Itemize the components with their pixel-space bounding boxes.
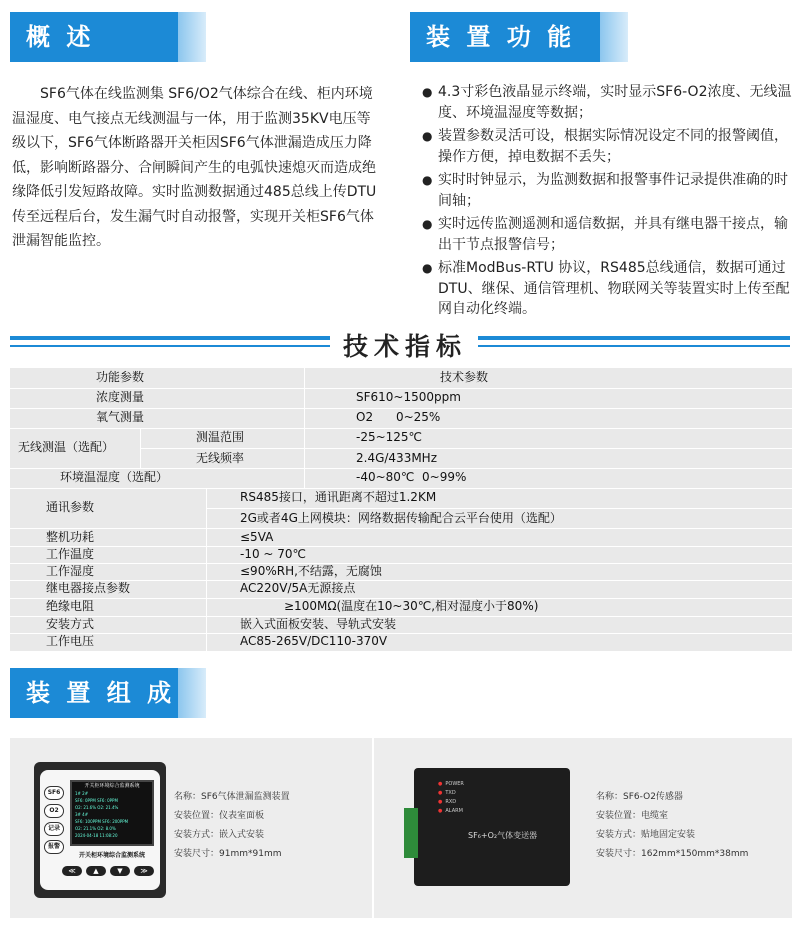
sensor-label: SF₆+O₂气体变送器 — [468, 831, 538, 840]
spec-label: 整机功耗 — [46, 530, 95, 544]
spec-sublabel: 无线频率 — [196, 451, 245, 465]
banner-stripe-right — [478, 336, 790, 358]
bullet-icon: ● — [422, 85, 433, 99]
status-leds: ● POWER ● TXD ● RXD ● ALARM — [438, 780, 464, 816]
banner-stripe-left — [10, 336, 330, 358]
spec-table — [10, 368, 792, 651]
spec-value: AC220V/5A无源接点 — [240, 581, 356, 595]
spec-value: AC85-265V/DC110-370V — [240, 634, 388, 648]
spec-value: -25~125℃ — [356, 430, 423, 444]
sf6-button: SF6 — [44, 786, 64, 800]
spec-label: 浓度测量 — [96, 390, 145, 404]
tech-title: 技术指标 — [342, 332, 467, 361]
spec-label: 环境温湿度（选配） — [60, 470, 169, 484]
bullet-icon: ● — [422, 217, 433, 231]
bullet-icon: ● — [422, 173, 433, 187]
terminal-block — [404, 808, 418, 858]
device-card-monitor — [10, 738, 372, 918]
feature-item: ● 4.3寸彩色液晶显示终端，实时显示SF6-O2浓度、无线温度、环境温湿度等数据； — [422, 84, 792, 121]
spec-value: ≤90%RH,不结露，无腐蚀 — [240, 564, 382, 578]
feature-item: ● 装置参数灵活可设，根据实际情况设定不同的报警阈值，操作方便，掉电数据不丢失； — [422, 128, 788, 165]
spec-label: 氧气测量 — [96, 410, 145, 424]
features-list — [420, 82, 792, 323]
spec-value: RS485接口，通讯距离不超过1.2KM — [240, 490, 437, 504]
device-info-monitor: 名称：SF6气体泄漏监测装置 安装位置：仪表室面板 安装方式：嵌入式安装 安装尺寸：91mm*91mm — [174, 792, 290, 859]
spec-value: ≤5VA — [240, 530, 274, 544]
feature-item: ● 实时远传监测遥测和遥信数据，并具有继电器干接点，输出干节点报警信号； — [422, 216, 788, 253]
spec-label: 安装方式 — [46, 617, 95, 631]
o2-button: O2 — [44, 804, 64, 818]
record-button: 记录 — [44, 822, 64, 836]
spec-label: 工作湿度 — [46, 564, 95, 578]
spec-value: -40~80℃ 0~99% — [356, 470, 467, 484]
forward-icon: ≫ — [134, 866, 154, 876]
overview-text: SF6气体在线监测集 SF6/O2气体综合在线、柜内环境温湿度、电气接点无线测温与一体，用于监测35KV电压等级以下，SF6气体断路器开关柜因SF6气体泄漏造成压力降低，影响断路器分、合闸瞬间产生的电弧快速熄灭而造成绝缘降低引发短路故障。实时监测数据通过485总线上传DTU传至远程后台，发生漏气时自动报警，实现开关柜SF6气体泄漏智能监控。 — [12, 86, 377, 249]
tech-banner — [0, 330, 800, 364]
spec-value: 2G或者4G上网模块：网络数据传输配合云平台使用（选配） — [240, 511, 562, 525]
alarm-button: 报警 — [44, 840, 64, 854]
down-arrow-icon: ▼ — [110, 866, 130, 876]
spec-label: 绝缘电阻 — [46, 599, 95, 613]
feature-item: ● 标准ModBus-RTU 协议，RS485总线通信，数据可通过DTU、继保、通信管理机、物联网关等装置实时上传至配网自动化终端。 — [422, 260, 790, 317]
bullet-icon: ● — [422, 129, 433, 143]
spec-label: 通讯参数 — [46, 500, 95, 514]
composition-heading: 装 置 组 成 — [10, 668, 178, 718]
device-info-sensor: 名称：SF6-O2传感器 安装位置：电缆室 安装方式：贴地固定安装 安装尺寸：162mm*150mm*38mm — [596, 792, 749, 859]
spec-value: O2 0~25% — [356, 410, 441, 424]
spec-header-value: 技术参数 — [440, 370, 489, 384]
spec-value: -10 ~ 70℃ — [240, 547, 307, 561]
spec-label: 工作电压 — [46, 634, 95, 648]
spec-value: SF610~1500ppm — [356, 390, 461, 404]
overview-heading: 概 述 — [10, 12, 178, 62]
spec-value: 嵌入式面板安装、导轨式安装 — [240, 617, 397, 631]
device-nav-buttons — [62, 866, 154, 878]
device-screen: 开关柜环境综合监测系统 1# 2# SF6: 0PPM SF6: 0PPM O2: 21.6% O2: 21.4% 3# 4# SF6: 100PPM SF6: 200PPM O2: 21.1% O2: 8.0% 2024-04-18 11:08:20 — [70, 780, 154, 846]
spec-label: 工作温度 — [46, 547, 95, 561]
spec-label: 无线测温（选配） — [18, 440, 115, 454]
device-brand-label: 开关柜环境综合监测系统 — [78, 852, 145, 859]
features-heading: 装 置 功 能 — [410, 12, 600, 62]
device-card-sensor — [374, 738, 792, 918]
bullet-icon: ● — [422, 261, 433, 275]
sensor-device-image — [404, 762, 574, 894]
feature-item: ● 实时时钟显示，为监测数据和报警事件记录提供准确的时间轴； — [422, 172, 788, 209]
up-arrow-icon: ▲ — [86, 866, 106, 876]
spec-sublabel: 测温范围 — [196, 430, 245, 444]
monitor-device-image — [34, 762, 166, 898]
spec-value: 2.4G/433MHz — [356, 451, 438, 465]
spec-value: ≥100MΩ(温度在10~30℃,相对湿度小于80%) — [284, 599, 539, 613]
spec-label: 继电器接点参数 — [46, 581, 131, 595]
rewind-icon: ≪ — [62, 866, 82, 876]
spec-header-param: 功能参数 — [96, 370, 145, 384]
